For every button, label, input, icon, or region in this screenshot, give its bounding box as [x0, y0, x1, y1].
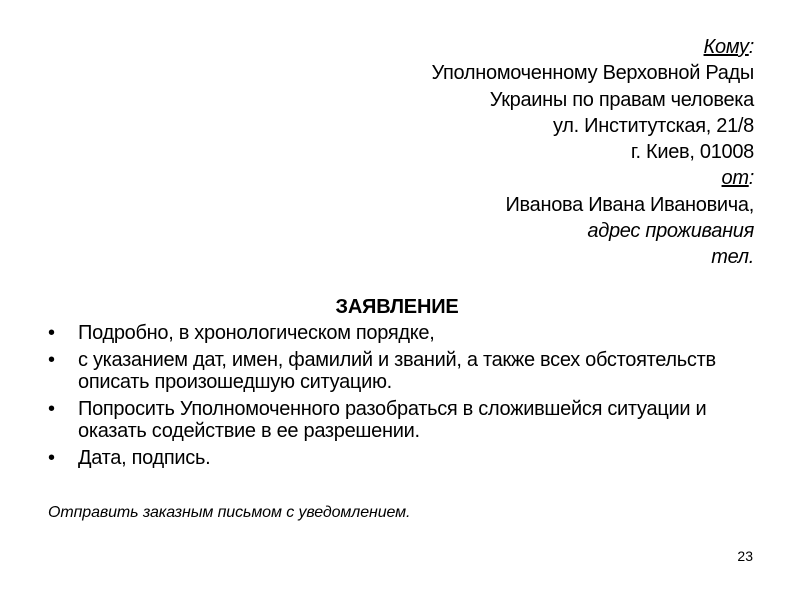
document-title	[0, 296, 800, 319]
list-item	[48, 322, 748, 344]
recipient-line: ул. Институтская, 21/8	[553, 114, 754, 137]
list-item-text: с указанием дат, имен, фамилий и званий, а также всех обстоятельств описать произошедшую ситуацию.	[78, 349, 716, 393]
page-number: 23	[737, 548, 753, 564]
recipient-line: г. Киев, 01008	[630, 141, 754, 164]
to-label: Кому	[703, 36, 749, 58]
list-item-text: Дата, подпись.	[78, 447, 211, 469]
list-item-text: Подробно, в хронологическом порядке,	[78, 322, 435, 344]
mailing-note: Отправить заказным письмом с уведомлением.	[48, 504, 411, 521]
bullet-icon: •	[48, 447, 55, 469]
instructions-list	[48, 322, 748, 474]
sender-address: адрес проживания	[587, 220, 754, 243]
bullet-icon: •	[48, 322, 55, 344]
recipient-line: Украины по правам человека	[489, 88, 754, 111]
sender-name: Иванова Ивана Ивановича,	[505, 193, 754, 216]
list-item	[48, 398, 748, 442]
list-item	[48, 447, 748, 469]
document-title-text: ЗАЯВЛЕНИЕ	[335, 296, 459, 318]
sender-phone: тел.	[711, 246, 754, 269]
bullet-icon: •	[48, 398, 55, 420]
from-line: от:	[721, 167, 754, 190]
list-item	[48, 349, 748, 393]
recipient-line: Уполномоченному Верховной Рады	[431, 62, 754, 85]
list-item-text: Попросить Уполномоченного разобраться в сложившейся ситуации и оказать содействие в ее разрешении.	[78, 398, 707, 442]
bullet-icon: •	[48, 349, 55, 371]
recipient-block	[431, 34, 754, 271]
from-label: от	[721, 167, 749, 190]
to-line: Кому:	[703, 36, 754, 58]
